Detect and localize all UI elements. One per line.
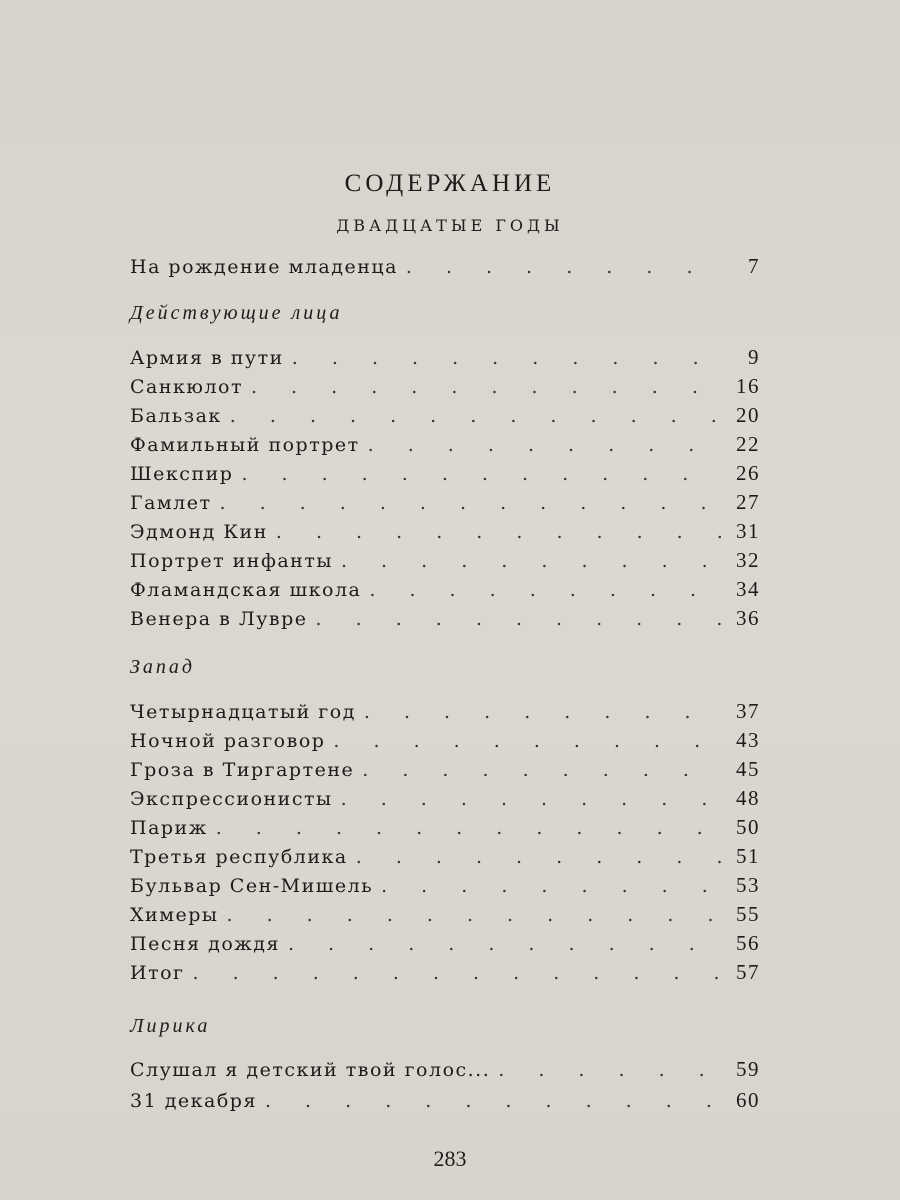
entry-page: 31 — [736, 519, 760, 543]
entry-title: Химеры — [130, 904, 219, 926]
leader-dots — [406, 256, 722, 278]
leader-dots — [292, 347, 722, 369]
toc-entry — [130, 254, 760, 282]
leader-dots — [227, 904, 723, 926]
leader-dots — [276, 521, 722, 543]
leader-dots — [288, 933, 722, 955]
toc-entry — [130, 699, 760, 727]
entry-title: Бальзак — [130, 405, 222, 427]
leader-dots — [368, 434, 722, 456]
entry-page: 7 — [748, 254, 760, 278]
toc-entry — [130, 844, 760, 872]
entry-page: 36 — [736, 606, 760, 630]
leader-dots — [216, 817, 722, 839]
section-title: Лирика — [130, 1015, 211, 1037]
toc-entry — [130, 757, 760, 785]
entry-title: Эдмонд Кин — [130, 521, 268, 543]
leader-dots — [333, 730, 722, 752]
toc-entry — [130, 519, 760, 547]
entry-page: 32 — [736, 548, 760, 572]
toc-entry — [130, 960, 760, 988]
toc-entry — [130, 432, 760, 460]
section-title: Действующие лица — [130, 302, 343, 324]
entry-title: Санкюлот — [130, 376, 243, 398]
entry-title: Портрет инфанты — [130, 550, 333, 572]
toc-entry — [130, 815, 760, 843]
leader-dots — [369, 579, 722, 601]
toc-entry — [130, 345, 760, 373]
toc-entry — [130, 902, 760, 930]
leader-dots — [251, 376, 722, 398]
entry-title: Фламандская школа — [130, 579, 362, 601]
leader-dots — [356, 846, 722, 868]
entry-page: 53 — [736, 873, 760, 897]
entry-title: Шекспир — [130, 463, 234, 485]
leader-dots — [341, 550, 722, 572]
entry-page: 51 — [736, 844, 760, 868]
toc-entry — [130, 873, 760, 901]
entry-title: Третья республика — [130, 846, 348, 868]
entry-page: 45 — [736, 757, 760, 781]
leader-dots — [364, 701, 722, 723]
entry-page: 26 — [736, 461, 760, 485]
entry-title: Фамильный портрет — [130, 434, 360, 456]
entry-page: 50 — [736, 815, 760, 839]
leader-dots — [230, 405, 722, 427]
leader-dots — [241, 463, 722, 485]
entry-title: Экспрессионисты — [130, 788, 333, 810]
entry-page: 22 — [736, 432, 760, 456]
entry-title: Песня дождя — [130, 933, 280, 955]
leader-dots — [381, 875, 722, 897]
leader-dots — [316, 608, 722, 630]
toc-entry — [130, 786, 760, 814]
toc-entry — [130, 931, 760, 959]
entry-title: Четырнадцатый год — [130, 701, 356, 723]
entry-title: Итог — [130, 962, 185, 984]
leader-dots — [341, 788, 722, 810]
entry-page: 37 — [736, 699, 760, 723]
toc-entry — [130, 461, 760, 489]
entry-page: 55 — [736, 902, 760, 926]
leader-dots — [192, 962, 722, 984]
toc-entry — [130, 403, 760, 431]
toc-entry — [130, 374, 760, 402]
toc-entry — [130, 577, 760, 605]
leader-dots — [265, 1090, 722, 1112]
entry-title: Гамлет — [130, 492, 212, 514]
leader-dots — [498, 1059, 722, 1081]
leader-dots — [362, 759, 722, 781]
toc-entry — [130, 1088, 760, 1116]
entry-title: Венера в Лувре — [130, 608, 308, 630]
entry-page: 43 — [736, 728, 760, 752]
entry-page: 34 — [736, 577, 760, 601]
section-title: Запад — [130, 656, 196, 678]
toc-entry — [130, 606, 760, 634]
entry-title: 31 декабря — [130, 1090, 257, 1112]
entry-page: 27 — [736, 490, 760, 514]
leader-dots — [220, 492, 722, 514]
toc-entry — [130, 490, 760, 518]
entry-page: 60 — [736, 1088, 760, 1112]
entry-page: 48 — [736, 786, 760, 810]
contents-heading: СОДЕРЖАНИЕ — [344, 170, 556, 197]
part-heading: ДВАДЦАТЫЕ ГОДЫ — [336, 216, 564, 235]
entry-title: Слушал я детский твой голос... — [130, 1059, 491, 1081]
entry-title: Ночной разговор — [130, 730, 326, 752]
entry-page: 57 — [736, 960, 760, 984]
entry-page: 59 — [736, 1057, 760, 1081]
entry-title: Бульвар Сен-Мишель — [130, 875, 374, 897]
entry-title: Париж — [130, 817, 208, 839]
toc-entry — [130, 1057, 760, 1085]
entry-page: 56 — [736, 931, 760, 955]
toc-entry — [130, 728, 760, 756]
entry-page: 20 — [736, 403, 760, 427]
toc-entry — [130, 548, 760, 576]
entry-page: 9 — [748, 345, 760, 369]
entry-title: Армия в пути — [130, 347, 284, 369]
page-number: 283 — [433, 1146, 467, 1171]
entry-page: 16 — [736, 374, 760, 398]
entry-title: Гроза в Тиргартене — [130, 759, 355, 781]
entry-title: На рождение младенца — [130, 256, 398, 278]
